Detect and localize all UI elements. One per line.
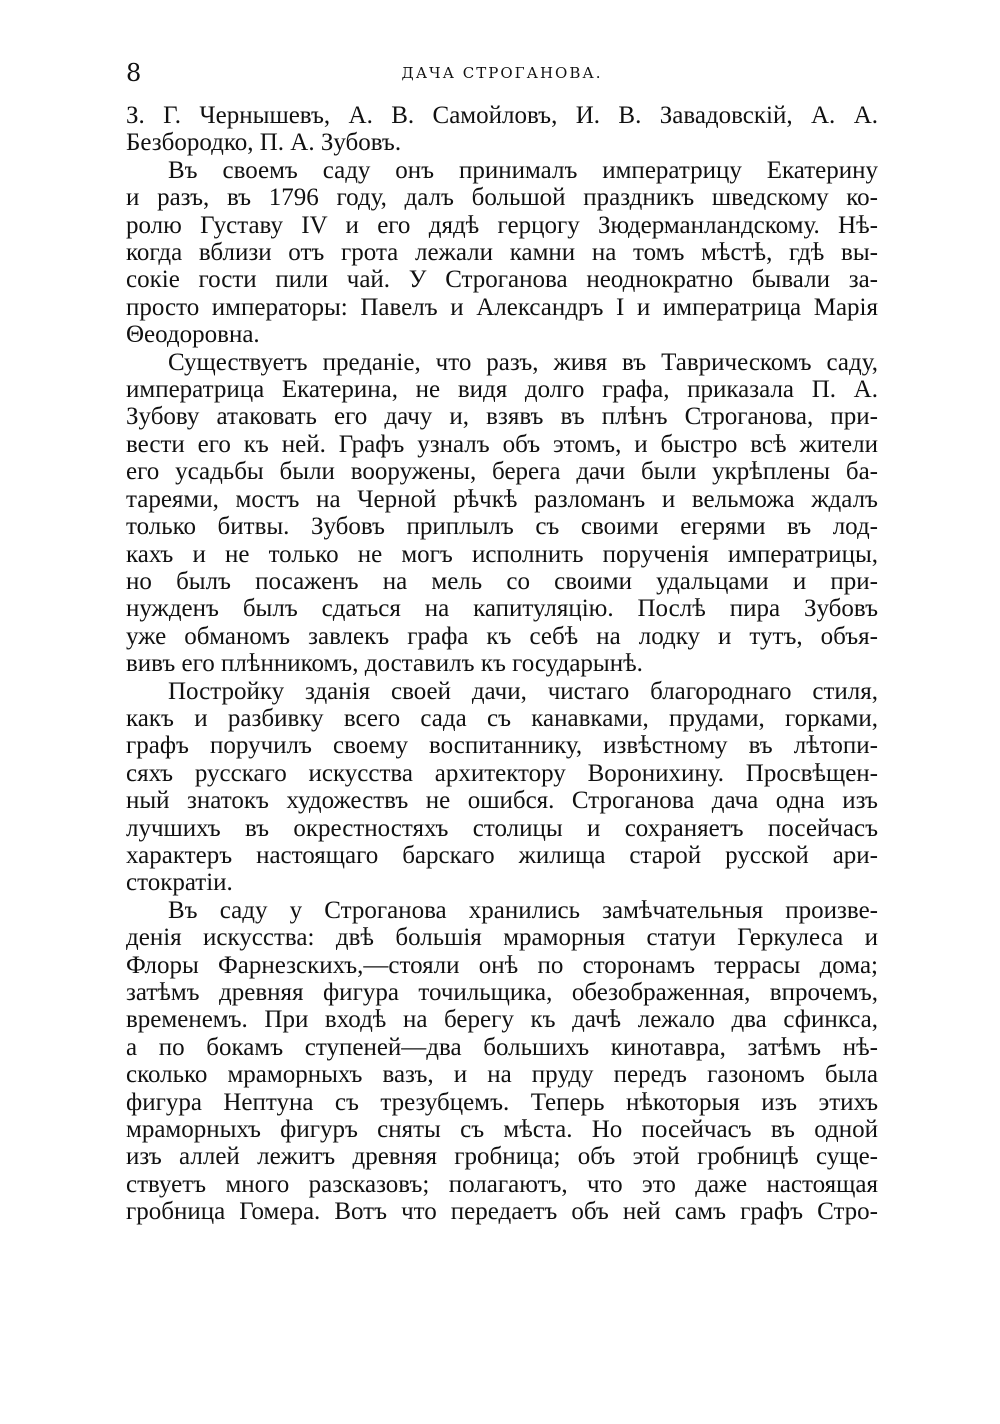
running-head [126, 58, 878, 88]
text-line: временемъ. При входѣ на берегу къ дачѣ лежало два сфинкса, [126, 1006, 878, 1034]
text-line: нужденъ былъ сдаться на капитуляцію. Послѣ пира Зубовъ [126, 595, 878, 623]
text-line: когда вблизи отъ грота лежали камни на томъ мѣстѣ, гдѣ вы- [126, 239, 878, 267]
text-line: ствуетъ много разсказовъ; полагаютъ, что это даже настоящая [126, 1170, 878, 1198]
text-line: его усадьбы были вооружены, берега дачи были укрѣплены ба- [126, 458, 878, 486]
body-text [126, 102, 878, 1226]
text-line: уже обманомъ завлекъ графа къ себѣ на лодку и тутъ, объя- [126, 622, 878, 650]
text-line: лучшихъ въ окрестностяхъ столицы и сохраняетъ посейчасъ [126, 814, 878, 842]
text-line: Постройку зданія своей дачи, чистаго благороднаго стиля, [168, 677, 878, 705]
text-line: сколько мраморныхъ вазъ, и на пруду передъ газономъ была [126, 1061, 878, 1089]
text-line: стократіи. [126, 869, 233, 897]
text-line: императрица Екатерина, не видя долго графа, приказала П. А. [126, 376, 878, 404]
text-line: Въ своемъ саду онъ принималъ императрицу Екатерину [168, 156, 878, 184]
text-line: вивъ его плѣнникомъ, доставилъ къ государынѣ. [126, 650, 643, 678]
text-line: графъ поручилъ своему воспитаннику, извѣстному въ лѣтопи- [126, 732, 878, 760]
text-line: Въ саду у Строганова хранились замѣчательныя произве- [168, 896, 878, 924]
text-line: Θеодоровна. [126, 321, 260, 349]
text-line: какъ и разбивку всего сада съ канавками, прудами, горками, [126, 704, 878, 732]
text-line: Существуетъ преданіе, что разъ, живя въ Таврическомъ саду, [168, 348, 878, 376]
text-line: З. Г. Чернышевъ, А. В. Самойловъ, И. В. Завадовскій, А. А. [126, 102, 878, 129]
text-line: тареями, мостъ на Черной рѣчкѣ разломанъ и вельможа ждалъ [126, 485, 878, 513]
text-line: сяхъ русскаго искусства архитектору Воронихину. Просвѣщен- [126, 759, 878, 787]
running-title: ДАЧА СТРОГАНОВА. [401, 64, 603, 82]
text-line: и разъ, въ 1796 году, далъ большой праздникъ шведскому ко- [126, 184, 878, 212]
text-line: мраморныхъ фигуръ сняты съ мѣста. Но посейчасъ въ одной [126, 1116, 878, 1144]
text-line: сокіе гости пили чай. У Строганова неоднократно бывали за- [126, 266, 878, 294]
text-line: затѣмъ древняя фигура точильщика, обезображенная, впрочемъ, [126, 979, 878, 1006]
text-line: фигура Нептуна съ трезубцемъ. Теперь нѣкоторыя изъ этихъ [126, 1088, 878, 1116]
text-line: вести его къ ней. Графъ узналъ объ этомъ, и быстро всѣ жители [126, 430, 878, 458]
text-line: только битвы. Зубовъ приплылъ съ своими егерями въ лод- [126, 513, 878, 541]
text-line: но былъ посаженъ на мель со своими удальцами и при- [126, 567, 878, 595]
text-line: денія искусства: двѣ большія мраморныя статуи Геркулеса и [126, 924, 878, 952]
text-line: изъ аллей лежитъ древняя гробница; объ этой гробницѣ суще- [126, 1143, 878, 1171]
page-number: 8 [126, 59, 142, 87]
text-line: просто императоры: Павелъ и Александръ I и императрица Марія [126, 293, 878, 321]
text-line: ный знатокъ художествъ не ошибся. Строганова дача одна изъ [126, 787, 878, 815]
text-line: Зубову атаковать его дачу и, взявъ въ плѣнъ Строганова, при- [126, 403, 878, 431]
text-line: кахъ и не только не могъ исполнить порученія императрицы, [126, 540, 878, 568]
text-line: а по бокамъ ступеней—два большихъ кинотавра, затѣмъ нѣ- [126, 1033, 878, 1061]
text-line: характеръ настоящаго барскаго жилища старой русской ари- [126, 841, 878, 869]
text-line: ролю Густаву IV и его дядѣ герцогу Зюдерманландскому. Нѣ- [126, 211, 878, 239]
text-line: гробница Гомера. Вотъ что передаетъ объ ней самъ графъ Стро- [126, 1198, 878, 1226]
text-line: Безбородко, П. А. Зубовъ. [126, 129, 402, 157]
text-line: Флоры Фарнезскихъ,—стояли онѣ по сторонамъ террасы дома; [126, 951, 878, 979]
